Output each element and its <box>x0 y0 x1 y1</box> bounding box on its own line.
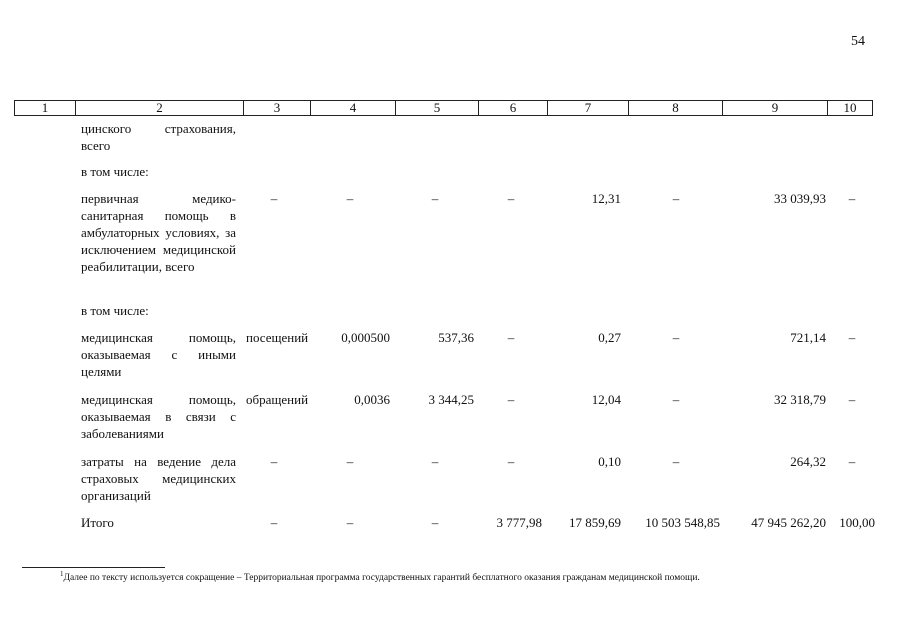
row-col-9: 721,14 <box>790 330 826 345</box>
row-col-6: – <box>507 330 515 345</box>
row-col-4: 0,0036 <box>354 392 390 407</box>
row-col-4: – <box>346 191 354 206</box>
row-col-9: 32 318,79 <box>774 392 826 407</box>
header-col-9: 9 <box>722 100 828 116</box>
row-col-7: 0,10 <box>598 454 621 469</box>
row-unit: – <box>270 454 278 469</box>
row-col-10: – <box>848 191 856 206</box>
row-unit: посещений <box>246 330 309 345</box>
row-col-6: – <box>507 392 515 407</box>
header-col-8: 8 <box>628 100 723 116</box>
row-col-4: – <box>346 454 354 469</box>
row-col-8: – <box>672 454 680 469</box>
row-description: в том числе: <box>81 164 149 179</box>
header-col-2: 2 <box>75 100 244 116</box>
row-description: в том числе: <box>81 303 149 318</box>
row-unit: обращений <box>246 392 309 407</box>
row-col-7: 0,27 <box>598 330 621 345</box>
row-description: медицинская помощь, оказываемая с иными целями <box>81 330 236 379</box>
row-unit: – <box>270 515 278 530</box>
row-col-7: 12,31 <box>591 191 621 206</box>
header-col-10: 10 <box>827 100 873 116</box>
row-col-5: – <box>431 515 439 530</box>
row-col-9: 33 039,93 <box>774 191 826 206</box>
row-description: затраты на ведение дела страховых медицинских организаций <box>81 454 236 503</box>
row-unit: – <box>270 191 278 206</box>
header-col-4: 4 <box>310 100 396 116</box>
row-col-5: 537,36 <box>438 330 474 345</box>
row-col-4: 0,000500 <box>341 330 390 345</box>
row-description: медицинская помощь, оказываемая в связи с заболеваниями <box>81 392 236 441</box>
row-col-9: 47 945 262,20 <box>751 515 826 530</box>
row-col-10: 100,00 <box>839 515 875 530</box>
row-col-9: 264,32 <box>790 454 826 469</box>
header-col-5: 5 <box>395 100 479 116</box>
row-col-6: – <box>507 454 515 469</box>
header-col-3: 3 <box>243 100 311 116</box>
row-col-5: – <box>431 191 439 206</box>
row-col-5: – <box>431 454 439 469</box>
row-description: Итого <box>81 515 114 530</box>
header-col-6: 6 <box>478 100 548 116</box>
row-col-6: 3 777,98 <box>496 515 542 530</box>
header-col-7: 7 <box>547 100 629 116</box>
row-col-6: – <box>507 191 515 206</box>
row-col-10: – <box>848 392 856 407</box>
row-col-4: – <box>346 515 354 530</box>
footnote-text: Далее по тексту используется сокращение – Территориальная программа государственных гарантий бесплатного оказания гражданам медицинской помощи. <box>63 573 700 584</box>
row-description: цинского страхования, всего <box>81 121 236 153</box>
footnote <box>60 568 700 584</box>
footnote-marker: 1 <box>60 570 64 578</box>
row-col-8: – <box>672 191 680 206</box>
row-col-5: 3 344,25 <box>428 392 474 407</box>
row-col-10: – <box>848 454 856 469</box>
row-col-7: 17 859,69 <box>569 515 621 530</box>
page-number: 54 <box>851 34 865 49</box>
row-description: первичная медико-санитарная помощь в амбулаторных условиях, за исключением медицинской реабилитации, всего <box>81 191 236 274</box>
row-col-8: – <box>672 330 680 345</box>
row-col-10: – <box>848 330 856 345</box>
header-col-1: 1 <box>14 100 76 116</box>
row-col-8: 10 503 548,85 <box>645 515 720 530</box>
row-col-7: 12,04 <box>591 392 621 407</box>
row-col-8: – <box>672 392 680 407</box>
